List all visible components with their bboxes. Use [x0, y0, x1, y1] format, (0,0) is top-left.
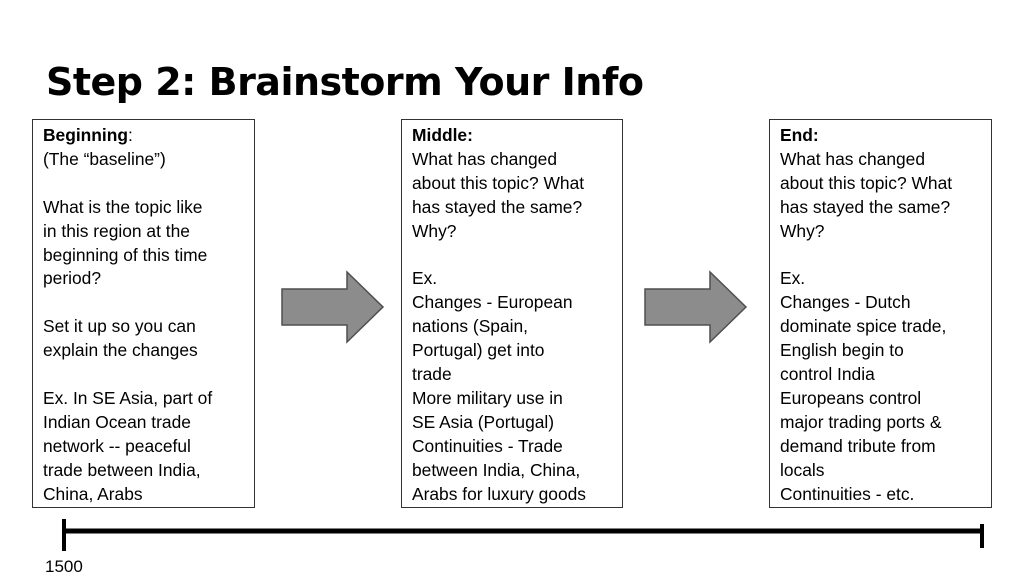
end-box [769, 119, 992, 508]
beginning-question: What is the topic like in this region at the beginning of this time period? [43, 196, 208, 289]
page-title: Step 2: Brainstorm Your Info [46, 60, 644, 104]
end-question: What has changed about this topic? What has stayed the same? Why? [780, 148, 953, 241]
timeline-start-label: 1500 [45, 557, 83, 576]
middle-example: Ex. Changes - European nations (Spain, Portugal) get into trade More military use in SE Asia (Portugal) Continuities - Trade between India, China, Arabs for luxury goods [412, 268, 586, 504]
beginning-instruction: Set it up so you can explain the changes [43, 316, 198, 361]
timeline [0, 516, 1024, 556]
right-arrow-icon [280, 270, 386, 344]
middle-heading: Middle: [412, 125, 473, 145]
right-arrow-icon [643, 270, 749, 344]
end-example: Ex. Changes - Dutch dominate spice trade, English begin to control India Europeans control major trading ports & demand tribute from locals Continuities - etc. [780, 268, 947, 504]
beginning-heading-colon: : [128, 125, 133, 145]
middle-box [401, 119, 623, 508]
beginning-box [32, 119, 255, 508]
beginning-example: Ex. In SE Asia, part of Indian Ocean trade network -- peaceful trade between India, China, Arabs [43, 387, 213, 504]
end-heading: End: [780, 125, 819, 145]
beginning-subtitle: (The “baseline”) [43, 148, 166, 169]
beginning-heading: Beginning [43, 125, 129, 145]
middle-question: What has changed about this topic? What has stayed the same? Why? [412, 148, 585, 241]
